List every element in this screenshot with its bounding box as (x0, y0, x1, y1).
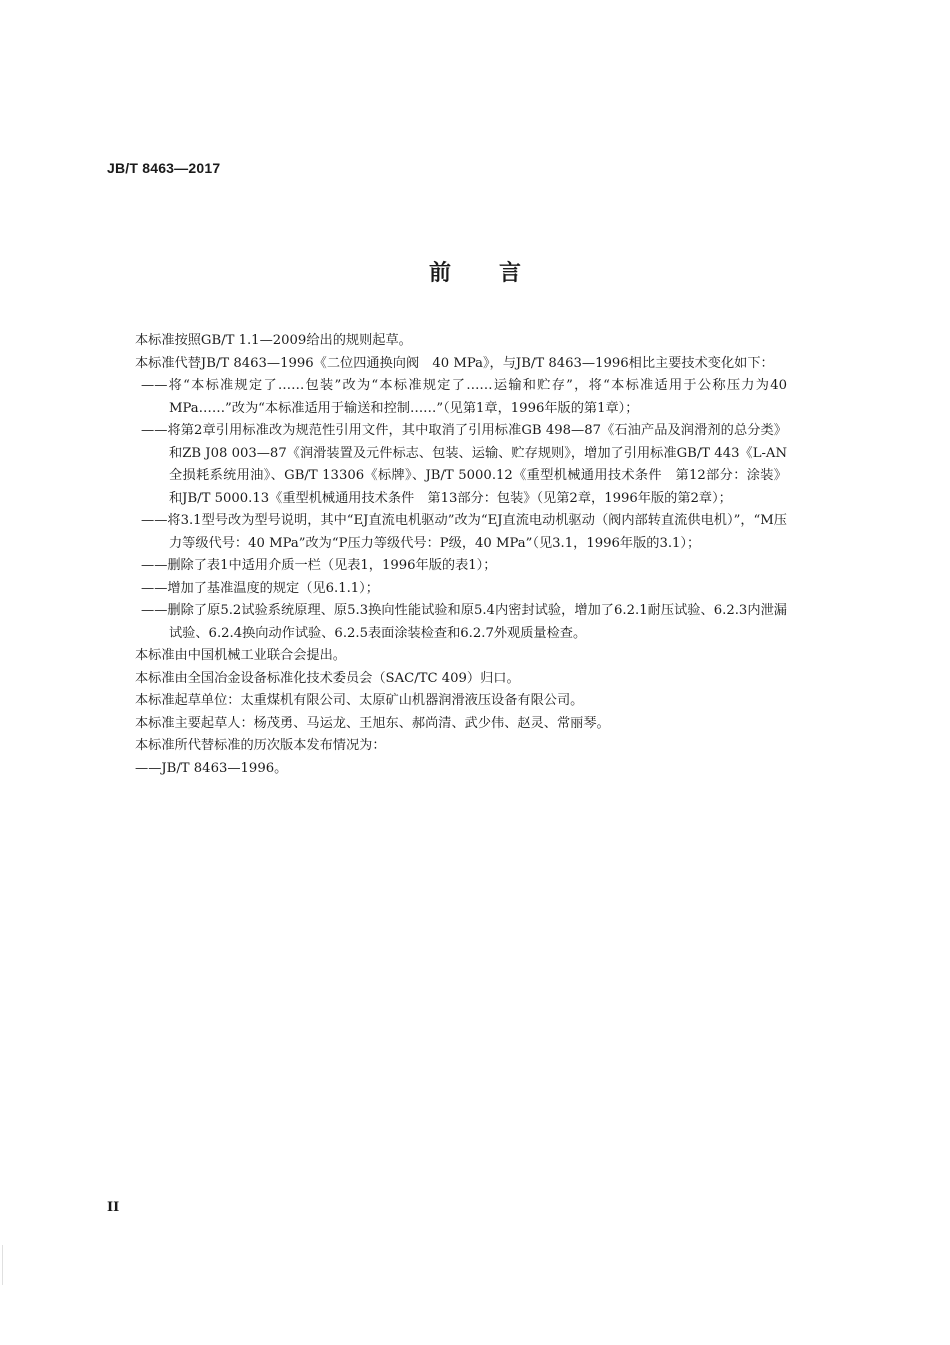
paragraph-drafting-rules: 本标准按照GB/T 1.1—2009给出的规则起草。 (135, 333, 412, 348)
change-item: ——将3.1型号改为型号说明，其中“EJ直流电机驱动”改为“EJ直流电动机驱动（阀内部转直流供电机）”，“M压力等级代号：40 MPa”改为“P压力等级代号：P级，40 MPa”（见3.1，1996年版的3.1）； (141, 513, 787, 551)
paragraph-proposed-by: 本标准由中国机械工业联合会提出。 (135, 648, 346, 663)
paragraph-drafters: 本标准主要起草人：杨茂勇、马运龙、王旭东、郝尚清、武少伟、赵灵、常丽琴。 (135, 715, 610, 731)
change-item: ——删除了原5.2试验系统原理、原5.3换向性能试验和原5.4内密封试验，增加了6.2.1耐压试验、6.2.3内泄漏试验、6.2.4换向动作试验、6.2.5表面涂装检查和6.2.7外观质量检查。 (141, 603, 787, 641)
paragraph-history-intro: 本标准所代替标准的历次版本发布情况为： (135, 738, 386, 753)
change-item: ——将第2章引用标准改为规范性引用文件，其中取消了引用标准GB 498—87《石油产品及润滑剂的总分类》和ZB J08 003—87《润滑装置及元件标志、包装、运输、贮存规则》，增加了引用标准GB/T 443《L-AN全损耗系统用油》、GB/T 13306《标牌》、JB/T 5000.12《重型机械通用技术条件 第12部分：涂装》和JB/T 5000.13《重型机械通用技术条件 第13部分：包装》（见第2章，1996年版的第2章）； (141, 423, 787, 506)
foreword-body (107, 330, 787, 780)
paragraph-centralized-by: 本标准由全国冶金设备标准化技术委员会（SAC/TC 409）归口。 (135, 670, 520, 686)
change-item: ——增加了基准温度的规定（见6.1.1）； (141, 580, 379, 596)
change-item: ——将“本标准规定了……包装”改为“本标准规定了……运输和贮存”，将“本标准适用于公称压力为40 MPa……”改为“本标准适用于输送和控制……”（见第1章，1996年版的第1章）； (141, 378, 787, 416)
page-title (0, 256, 950, 287)
paragraph-drafting-units: 本标准起草单位：太重煤机有限公司、太原矿山机器润滑液压设备有限公司。 (135, 693, 584, 708)
scan-edge-mark (2, 1245, 3, 1285)
history-item: ——JB/T 8463—1996。 (135, 760, 288, 776)
paragraph-replaces: 本标准代替JB/T 8463—1996《二位四通换向阀 40 MPa》，与JB/T 8463—1996相比主要技术变化如下： (135, 355, 774, 371)
page-number: II (107, 1200, 120, 1215)
change-item: ——删除了表1中适用介质一栏（见表1，1996年版的表1）； (141, 558, 497, 573)
document-code-header: JB/T 8463—2017 (107, 160, 221, 176)
title-char-1: 前 (428, 261, 451, 286)
title-char-2: 言 (499, 261, 522, 286)
